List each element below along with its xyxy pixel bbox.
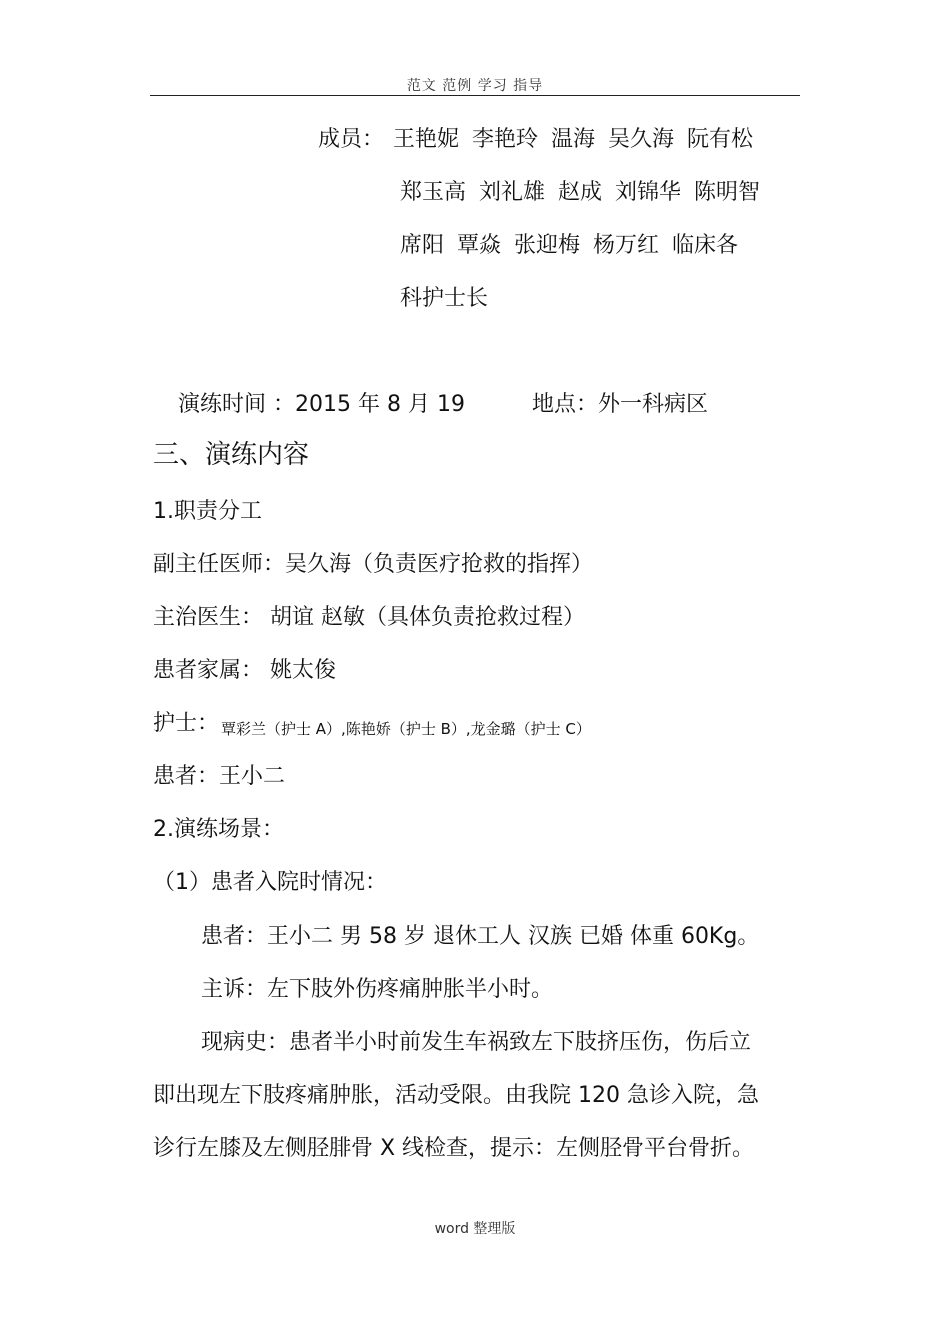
chief-complaint: 主诉：左下肢外伤疼痛肿胀半小时。 xyxy=(201,977,554,1002)
nurses-names: 覃彩兰（护士 A）,陈艳娇（护士 B）,龙金璐（护士 C） xyxy=(221,720,591,738)
section-3-title: 三、演练内容 xyxy=(153,440,310,470)
admission-title: （1）患者入院时情况： xyxy=(153,870,387,895)
members-line-4: 科护士长 xyxy=(400,286,489,311)
members-line-3: 席阳 覃焱 张迎梅 杨万红 临床各 xyxy=(400,233,738,258)
page-footer: word 整理版 xyxy=(434,1221,516,1237)
history-line-2: 即出现左下肢疼痛肿胀，活动受限。由我院 120 急诊入院，急 xyxy=(153,1083,759,1108)
members-line-1: 王艳妮 李艳玲 温海 吴久海 阮有松 xyxy=(393,127,753,152)
drill-location: 地点：外一科病区 xyxy=(532,392,709,417)
roles-title: 1.职责分工 xyxy=(153,499,262,524)
role-nurses xyxy=(153,709,591,744)
role-patient: 患者：王小二 xyxy=(153,764,286,789)
role-attending: 主治医生： 胡谊 赵敏（具体负责抢救过程） xyxy=(153,605,585,630)
scenario-title: 2.演练场景： xyxy=(153,817,284,842)
patient-info: 患者：王小二 男 58 岁 退休工人 汉族 已婚 体重 60Kg。 xyxy=(201,924,760,949)
page-header: 范文 范例 学习 指导 xyxy=(406,78,544,94)
role-deputy-director: 副主任医师：吴久海（负责医疗抢救的指挥） xyxy=(153,552,594,577)
members-label: 成员： xyxy=(318,127,385,152)
drill-time: 演练时间 ：2015 年 8 月 19 xyxy=(178,392,465,417)
history-line-3: 诊行左膝及左侧胫腓骨 X 线检查，提示：左侧胫骨平台骨折。 xyxy=(153,1136,755,1161)
header-divider xyxy=(150,95,800,96)
role-family: 患者家属： 姚太俊 xyxy=(153,658,336,683)
nurses-label: 护士： xyxy=(153,711,220,736)
members-line-2: 郑玉高 刘礼雄 赵成 刘锦华 陈明智 xyxy=(400,180,760,205)
history-line-1: 现病史：患者半小时前发生车祸致左下肢挤压伤，伤后立 xyxy=(201,1030,752,1055)
